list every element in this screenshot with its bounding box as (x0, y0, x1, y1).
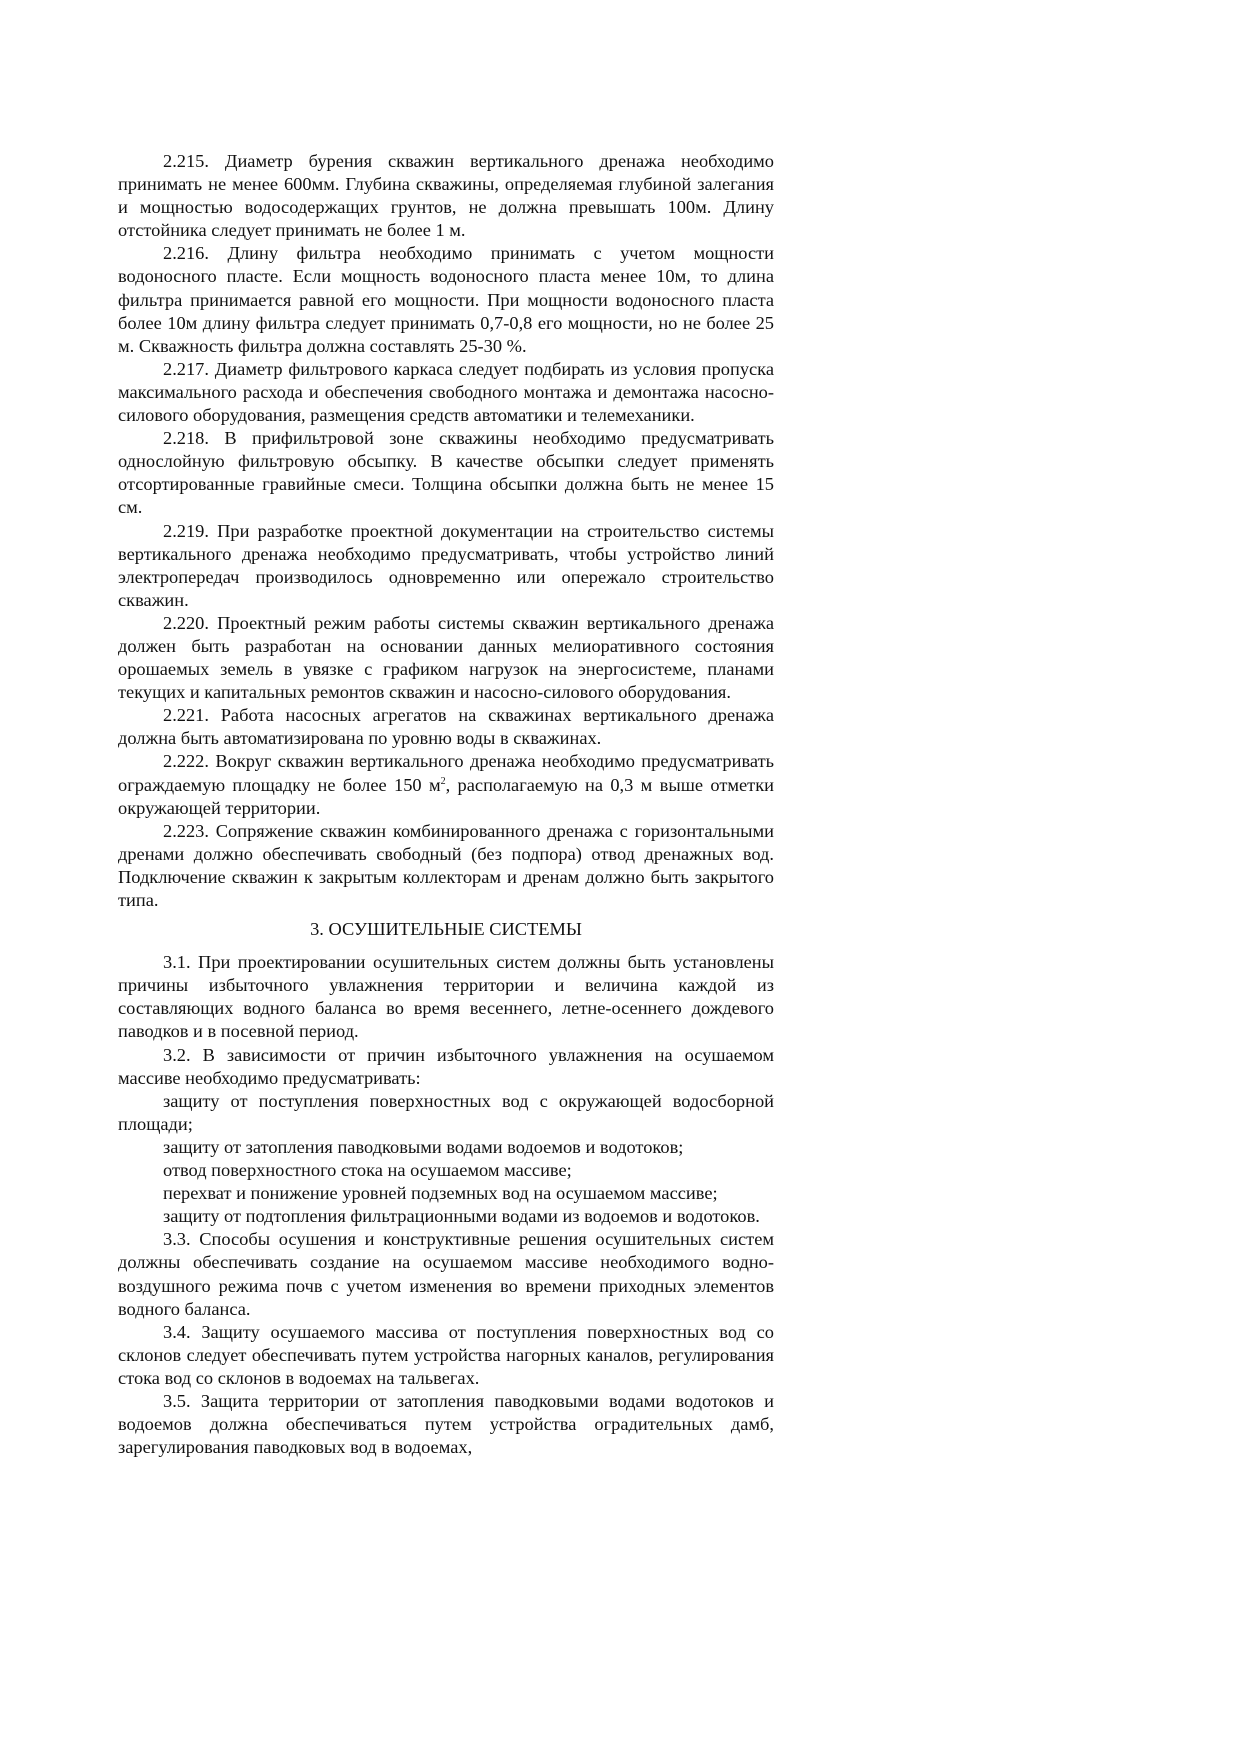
paragraph-2-218: 2.218. В прифильтровой зоне скважины необходимо предусматривать однослойную фильтровую обсыпку. В качестве обсыпки следует применять отсортированные гравийные смеси. Толщина обсыпки должна быть не менее 15 см. (118, 428, 774, 518)
document-page (118, 150, 774, 1459)
paragraph-2-215: 2.215. Диаметр бурения скважин вертикального дренажа необходимо принимать не менее 600мм. Глубина скважины, определяемая глубиной залегания и мощностью водосодержащих грунтов, не должна превышать 100м. Длину отстойника следует принимать не более 1 м. (118, 151, 774, 241)
section-heading: 3. ОСУШИТЕЛЬНЫЕ СИСТЕМЫ (310, 919, 582, 940)
paragraph-3-2: 3.2. В зависимости от причин избыточного увлажнения на осушаемом массиве необходимо предусматривать: (118, 1044, 774, 1088)
list-item: защиту от поступления поверхностных вод с окружающей водосборной площади; (118, 1090, 774, 1134)
superscript-squared: 2 (440, 775, 446, 787)
paragraph-2-223: 2.223. Сопряжение скважин комбинированного дренажа с горизонтальными дренами должно обеспечивать свободный (без подпора) отвод дренажных вод. Подключение скважин к закрытым коллекторам и дренам должно быть закрытого типа. (118, 820, 774, 910)
list-item: отвод поверхностного стока на осушаемом массиве; (163, 1160, 572, 1181)
paragraph-3-5: 3.5. Защита территории от затопления паводковыми водами водотоков и водоемов должна обеспечиваться путем устройства оградительных дамб, зарегулирования паводковых вод в водоемах, (118, 1390, 774, 1458)
list-item: перехват и понижение уровней подземных вод на осушаемом массиве; (163, 1183, 718, 1204)
paragraph-2-216: 2.216. Длину фильтра необходимо принимать с учетом мощности водоносного пласте. Если мощность водоносного пласта менее 10м, то длина фильтра принимается равной его мощности. При мощности водоносного пласта более 10м длину фильтра следует принимать 0,7-0,8 его мощности, но не более 25 м. Скважность фильтра должна составлять 25-30 %. (118, 243, 774, 356)
list-item: защиту от подтопления фильтрационными водами из водоемов и водотоков. (163, 1206, 760, 1227)
paragraph-3-1: 3.1. При проектировании осушительных систем должны быть установлены причины избыточного увлажнения территории и величина каждой из составляющих водного баланса во время весеннего, летне-осеннего дождевого паводков и в посевной период. (118, 952, 774, 1042)
paragraph-2-221: 2.221. Работа насосных агрегатов на скважинах вертикального дренажа должна быть автоматизирована по уровню воды в скважинах. (118, 705, 774, 749)
list-item: защиту от затопления паводковыми водами водоемов и водотоков; (163, 1136, 684, 1157)
paragraph-2-222-text: 2.222. Вокруг скважин вертикального дренажа необходимо предусматривать ограждаемую площадку не более 150 м (118, 751, 774, 795)
paragraph-2-217: 2.217. Диаметр фильтрового каркаса следует подбирать из условия пропуска максимального расхода и обеспечения свободного монтажа и демонтажа насосно-силового оборудования, размещения средств автоматики и телемеханики. (118, 358, 774, 426)
paragraph-3-4: 3.4. Защиту осушаемого массива от поступления поверхностных вод со склонов следует обеспечивать путем устройства нагорных каналов, регулирования стока вод со склонов в водоемах на тальвегах. (118, 1321, 774, 1388)
paragraph-2-219: 2.219. При разработке проектной документации на строительство системы вертикального дренажа необходимо предусматривать, чтобы устройство линий электропередач производилось одновременно или опережало строительство скважин. (118, 520, 774, 610)
paragraph-3-3: 3.3. Способы осушения и конструктивные решения осушительных систем должны обеспечивать создание на осушаемом массиве необходимого водно-воздушного режима почв с учетом изменения во времени приходных элементов водного баланса. (118, 1229, 774, 1319)
paragraph-2-222 (118, 750, 774, 819)
paragraph-2-220: 2.220. Проектный режим работы системы скважин вертикального дренажа должен быть разработан на основании данных мелиоративного состояния орошаемых земель в увязке с графиком нагрузок на энергосистеме, планами текущих и капитальных ремонтов скважин и насосно-силового оборудования. (118, 612, 774, 703)
paragraph-2-222-text-end: , располагаемую на 0,3 м выше отметки окружающей территории. (118, 774, 774, 818)
